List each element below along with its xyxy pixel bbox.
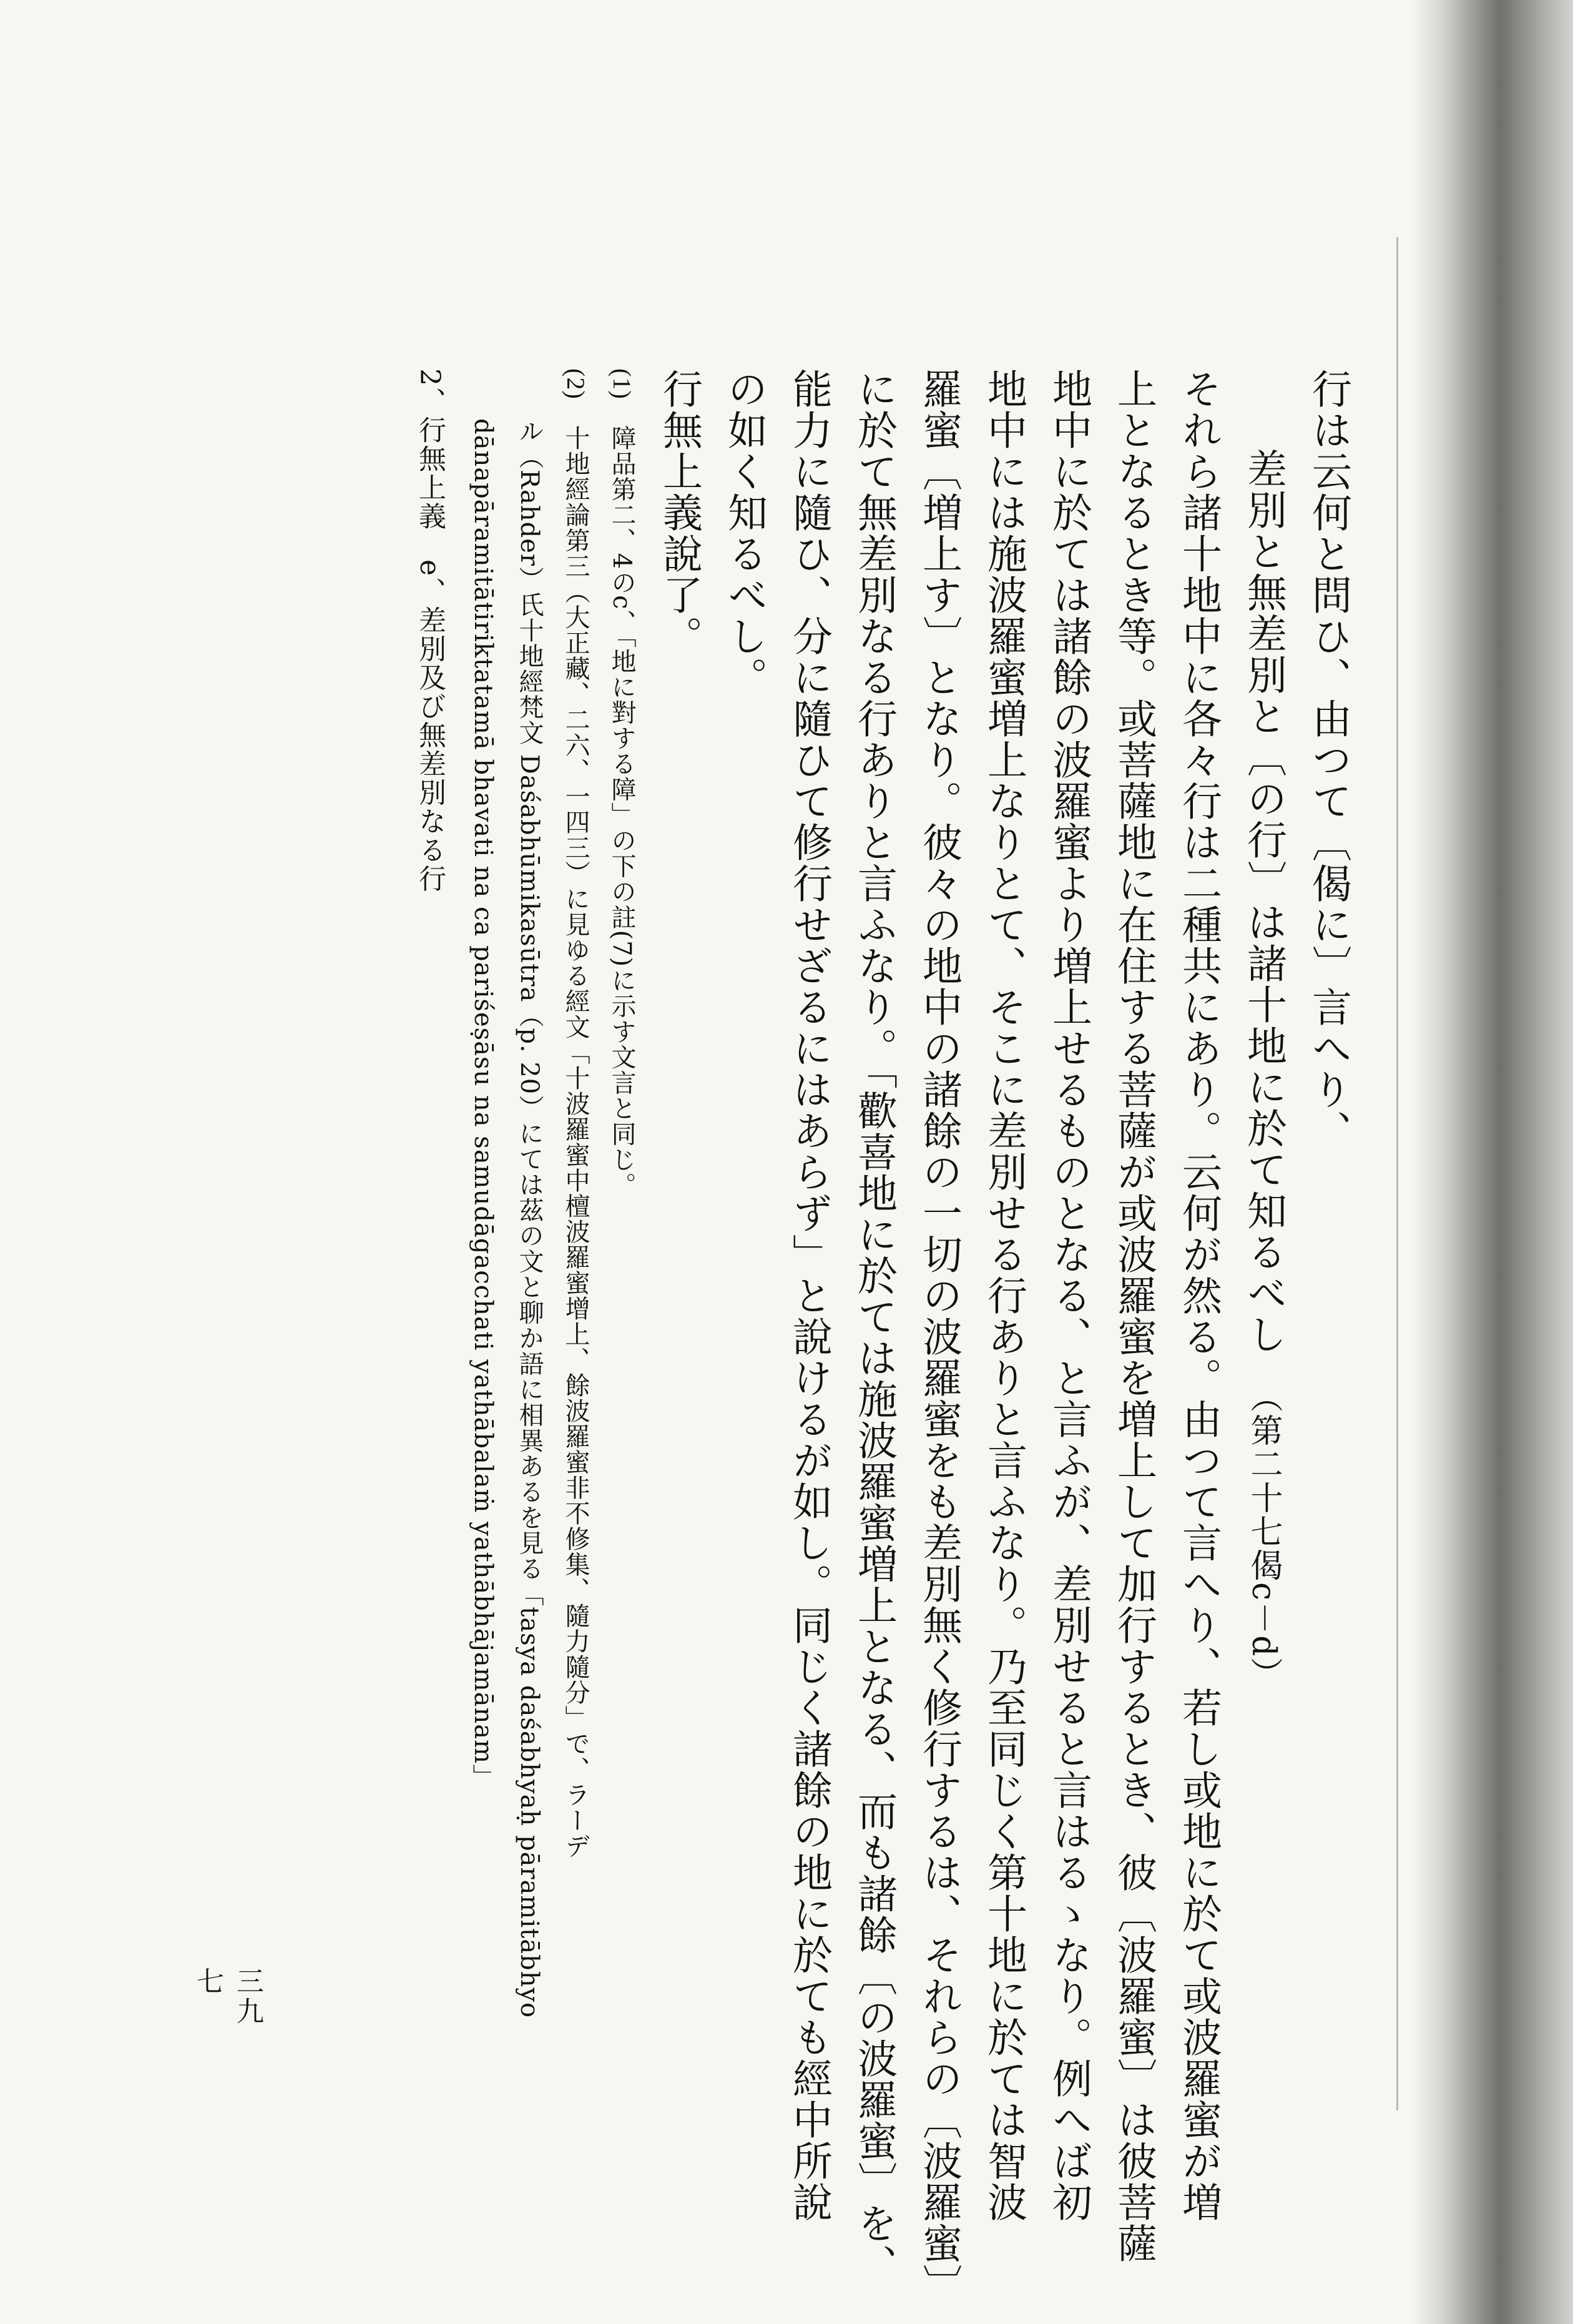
body-line-6: 地中には施波羅蜜増上なりとて、そこに差別せる行ありと言ふなり。乃至同じく第十地に於ては智波 xyxy=(981,368,1027,2223)
verse-text: 差別と無差別と〔の行〕は諸十地に於て知るべし xyxy=(1240,448,1286,1355)
footnote-2-cont-1: ル（Rahder）氏十地經梵文 Daśabhūmikasūtra（p. 20）にては茲の文と聊か語に相異あるを見る「tasya daśabhyaḥ pāramitābhyo xyxy=(515,418,544,2019)
footnote-2 xyxy=(563,368,588,2054)
section-end-line: 行無上義說了。 xyxy=(656,368,702,657)
body-line-9: 能力に隨ひ、分に隨ひて修行せざるにはあらず」と說けるが如し。同じく諸餘の地に於ても經中所說 xyxy=(786,368,832,2223)
footnote-2-cont-2: dānapāramitātiriktatamā bhavati na ca pariśeṣāsu na samudāgacchati yathābalaṁ yathābhājamānam」 xyxy=(469,418,497,1790)
body-line-7: 羅蜜〔増上す〕となり。彼々の地中の諸餘の一切の波羅蜜をも差別無く修行するは、それらの〔波羅蜜〕 xyxy=(916,368,962,2305)
body-line-8: に於て無差別なる行ありと言ふなり。「歡喜地に於ては施波羅蜜増上となる、而も諸餘〔の波羅蜜〕を、 xyxy=(851,368,897,2285)
binding-shadow xyxy=(1411,0,1573,2324)
body-line-5: 地中に於ては諸餘の波羅蜜より増上せるものとなる、と言ふが、差別せると言はるゝなり。例へば初 xyxy=(1046,368,1092,2223)
footnote-1 xyxy=(609,368,634,2054)
footnote-number: (1) xyxy=(608,368,636,400)
body-line-4: 上となるとき等。或菩薩地に在住する菩薩が或波羅蜜を増上して加行するとき、彼〔波羅蜜〕は彼菩薩 xyxy=(1110,368,1157,2264)
binding-line xyxy=(1396,237,1398,2110)
body-line-1: 行は云何と問ひ、由つて〔偈に〕言へり、 xyxy=(1305,368,1351,1151)
verse-citation: （第二十七偈c－d） xyxy=(1245,1380,1282,1691)
footnote-text: 十地經論第三（大正藏、二六、一四三）に見ゆる經文「十波羅蜜中檀波羅蜜增上、餘波羅蜜非不修集、隨力隨分」で、ラーデ xyxy=(561,425,590,1859)
body-line-10: の如く知るべし。 xyxy=(721,368,767,698)
page-number: 三九七 xyxy=(192,1967,263,2027)
body-line-3: それら諸十地中に各々行は二種共にあり。云何が然る。由つて言へり、若し或地に於て或波羅蜜が増 xyxy=(1175,368,1222,2223)
running-head: 2、行無上義 e、差別及び無差別なる行 xyxy=(414,368,446,894)
footnote-text: 障品第二、4のc、「地に對する障」の下の註(7)に示す文言と同じ。 xyxy=(607,425,636,1198)
footnote-number: (2) xyxy=(562,368,590,400)
verse-line xyxy=(1240,368,1286,2054)
page-text xyxy=(187,368,1351,2305)
